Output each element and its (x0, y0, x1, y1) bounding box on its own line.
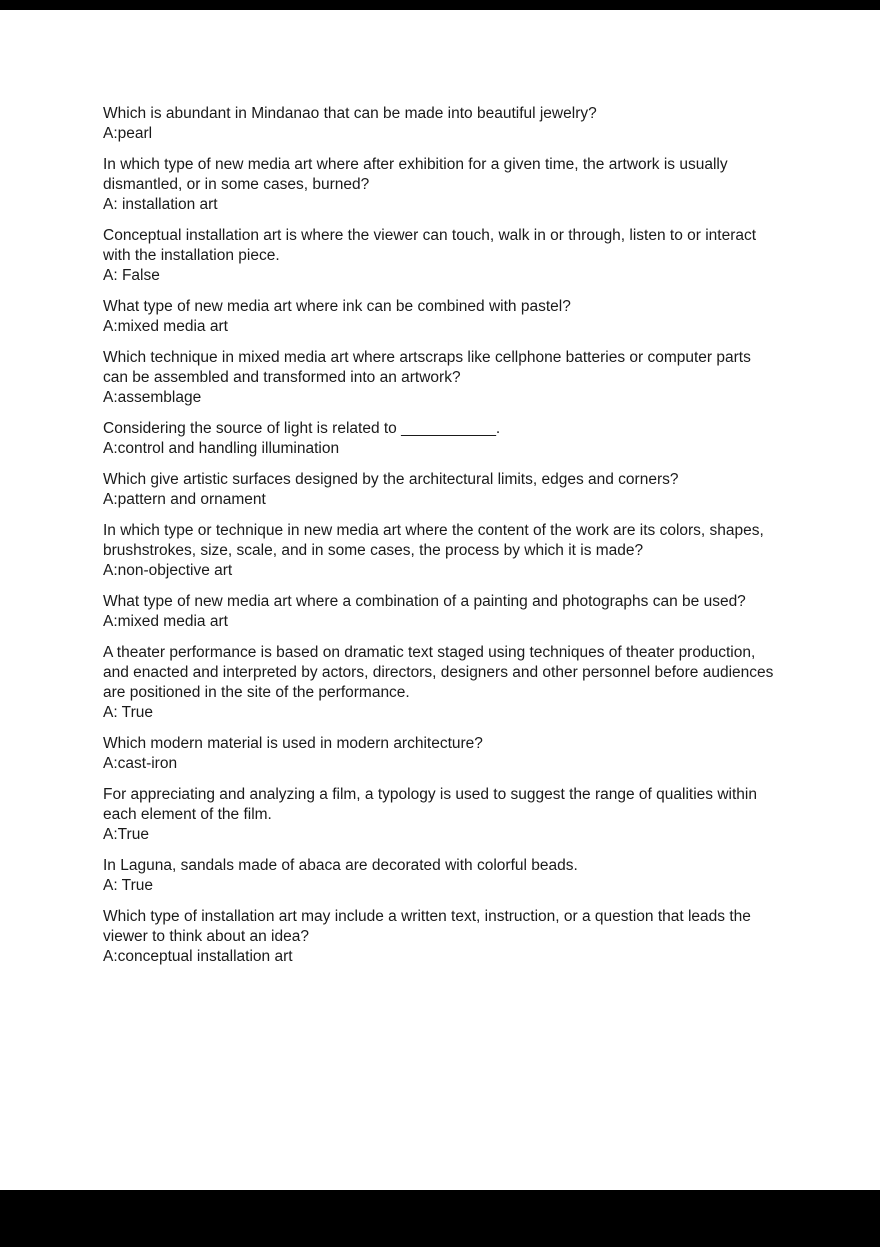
question-text: In Laguna, sandals made of abaca are decorated with colorful beads. (103, 857, 578, 874)
answer-text: A:control and handling illumination (103, 440, 340, 457)
qa-block (103, 348, 776, 408)
question-text: In which type or technique in new media art where the content of the work are its colors, shapes, brushstrokes, size, scale, and in some cases, the process by which it is made? (103, 522, 764, 559)
qa-block (103, 226, 776, 286)
question-text: A theater performance is based on dramatic text staged using techniques of theater production, and enacted and interpreted by actors, directors, designers and other personnel before audiences are positioned in the site of the performance. (103, 644, 774, 701)
answer-text: A:pearl (103, 125, 153, 142)
document-page (0, 10, 880, 1190)
qa-block (103, 734, 776, 774)
question-text: In which type of new media art where after exhibition for a given time, the artwork is usually dismantled, or in some cases, burned? (103, 156, 728, 193)
question-text: Which give artistic surfaces designed by the architectural limits, edges and corners? (103, 471, 679, 488)
question-text: Considering the source of light is related to ___________. (103, 420, 501, 437)
qa-block (103, 643, 776, 723)
qa-block (103, 856, 776, 896)
answer-text: A:conceptual installation art (103, 948, 293, 965)
qa-block (103, 104, 776, 144)
answer-text: A:mixed media art (103, 318, 228, 335)
answer-text: A: True (103, 877, 153, 894)
answer-text: A:pattern and ornament (103, 491, 266, 508)
qa-list (0, 10, 880, 967)
answer-text: A:True (103, 826, 149, 843)
answer-text: A: installation art (103, 196, 218, 213)
qa-block (103, 470, 776, 510)
qa-block (103, 155, 776, 215)
question-text: Which type of installation art may include a written text, instruction, or a question that leads the viewer to think about an idea? (103, 908, 751, 945)
question-text: What type of new media art where a combination of a painting and photographs can be used? (103, 593, 746, 610)
qa-block (103, 592, 776, 632)
qa-block (103, 521, 776, 581)
answer-text: A:cast-iron (103, 755, 178, 772)
answer-text: A:mixed media art (103, 613, 228, 630)
qa-block (103, 785, 776, 845)
qa-block (103, 297, 776, 337)
answer-text: A: False (103, 267, 160, 284)
qa-block (103, 907, 776, 967)
answer-text: A:non-objective art (103, 562, 233, 579)
answer-text: A:assemblage (103, 389, 202, 406)
question-text: Conceptual installation art is where the viewer can touch, walk in or through, listen to or interact with the installation piece. (103, 227, 757, 264)
question-text: Which technique in mixed media art where artscraps like cellphone batteries or computer parts can be assembled and transformed into an artwork? (103, 349, 751, 386)
question-text: Which modern material is used in modern architecture? (103, 735, 483, 752)
question-text: Which is abundant in Mindanao that can be made into beautiful jewelry? (103, 105, 597, 122)
question-text: For appreciating and analyzing a film, a typology is used to suggest the range of qualities within each element of the film. (103, 786, 757, 823)
qa-block (103, 419, 776, 459)
answer-text: A: True (103, 704, 153, 721)
question-text: What type of new media art where ink can be combined with pastel? (103, 298, 571, 315)
